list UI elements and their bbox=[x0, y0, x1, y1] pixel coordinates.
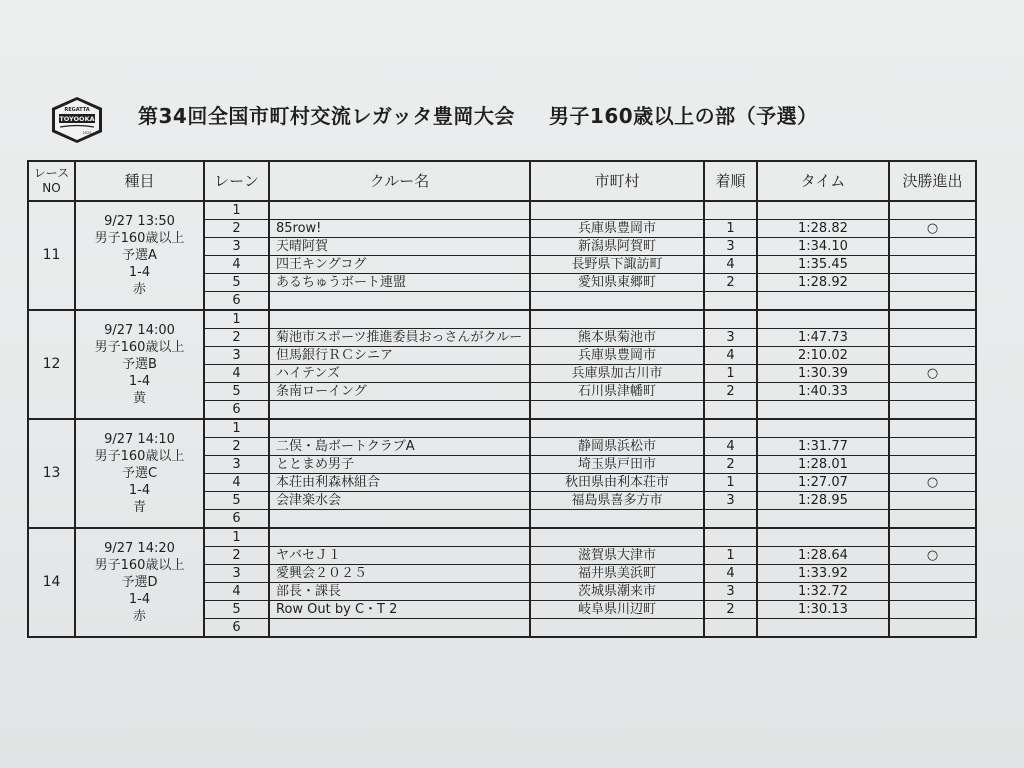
header-final: 決勝進出 bbox=[889, 161, 976, 201]
final-advance bbox=[889, 565, 976, 583]
crew-name: あるちゅうボート連盟 bbox=[269, 274, 530, 292]
final-advance bbox=[889, 583, 976, 601]
finish-place bbox=[704, 401, 757, 420]
municipality bbox=[530, 419, 704, 438]
crew-name bbox=[269, 201, 530, 220]
lane-number: 3 bbox=[204, 238, 269, 256]
municipality: 静岡県浜松市 bbox=[530, 438, 704, 456]
finish-time bbox=[757, 310, 889, 329]
lane-number: 1 bbox=[204, 419, 269, 438]
lane-row bbox=[28, 201, 976, 220]
finish-place: 2 bbox=[704, 601, 757, 619]
municipality bbox=[530, 310, 704, 329]
finish-time: 1:33.92 bbox=[757, 565, 889, 583]
lane-number: 2 bbox=[204, 547, 269, 565]
finish-time: 1:28.01 bbox=[757, 456, 889, 474]
crew-name: 本荘由利森林組合 bbox=[269, 474, 530, 492]
advance-mark: ○ bbox=[926, 475, 939, 490]
finish-place: 1 bbox=[704, 547, 757, 565]
crew-name: 85row! bbox=[269, 220, 530, 238]
final-advance bbox=[889, 601, 976, 619]
municipality: 岐阜県川辺町 bbox=[530, 601, 704, 619]
finish-time: 1:34.10 bbox=[757, 238, 889, 256]
race-time: 9/27 14:20 bbox=[104, 541, 175, 556]
regatta-logo bbox=[50, 96, 104, 144]
header-race-no: レースNO bbox=[28, 161, 75, 201]
crew-name: 部長・課長 bbox=[269, 583, 530, 601]
race-color: 青 bbox=[132, 500, 146, 515]
logo-line2: TOYOOKA bbox=[59, 115, 95, 123]
lane-number: 1 bbox=[204, 310, 269, 329]
municipality bbox=[530, 510, 704, 529]
results-table bbox=[27, 160, 977, 638]
race-heat: 予選A bbox=[122, 248, 157, 263]
final-advance bbox=[889, 365, 976, 383]
crew-name bbox=[269, 619, 530, 638]
document-title bbox=[138, 100, 818, 129]
municipality bbox=[530, 528, 704, 547]
lane-number: 4 bbox=[204, 365, 269, 383]
finish-place: 1 bbox=[704, 220, 757, 238]
municipality: 石川県津幡町 bbox=[530, 383, 704, 401]
final-advance bbox=[889, 274, 976, 292]
race-range: 1-4 bbox=[128, 592, 151, 607]
finish-time: 1:32.72 bbox=[757, 583, 889, 601]
finish-place: 2 bbox=[704, 383, 757, 401]
lane-number: 6 bbox=[204, 401, 269, 420]
finish-time: 1:31.77 bbox=[757, 438, 889, 456]
race-event-info bbox=[75, 528, 204, 637]
race-color: 黄 bbox=[132, 391, 146, 406]
municipality bbox=[530, 619, 704, 638]
finish-time: 1:47.73 bbox=[757, 329, 889, 347]
final-advance bbox=[889, 419, 976, 438]
race-number: 14 bbox=[28, 528, 75, 637]
final-advance bbox=[889, 292, 976, 311]
municipality bbox=[530, 292, 704, 311]
race-number: 12 bbox=[28, 310, 75, 419]
crew-name bbox=[269, 310, 530, 329]
crew-name: ヤバセＪ１ bbox=[269, 547, 530, 565]
finish-place bbox=[704, 510, 757, 529]
finish-time: 1:35.45 bbox=[757, 256, 889, 274]
race-category: 男子160歳以上 bbox=[94, 558, 185, 573]
header-row bbox=[28, 161, 976, 201]
municipality: 福島県喜多方市 bbox=[530, 492, 704, 510]
lane-number: 1 bbox=[204, 201, 269, 220]
division-title: 男子160歳以上の部（予選） bbox=[548, 104, 818, 128]
finish-place: 1 bbox=[704, 365, 757, 383]
municipality: 兵庫県豊岡市 bbox=[530, 347, 704, 365]
race-number: 11 bbox=[28, 201, 75, 310]
finish-place: 1 bbox=[704, 474, 757, 492]
header-city: 市町村 bbox=[530, 161, 704, 201]
crew-name: 菊池市スポーツ推進委員おっさんがクルー bbox=[269, 329, 530, 347]
finish-place: 4 bbox=[704, 438, 757, 456]
race-color: 赤 bbox=[132, 609, 146, 624]
header-crew: クルー名 bbox=[269, 161, 530, 201]
race-heat: 予選D bbox=[121, 575, 158, 590]
finish-time: 1:28.64 bbox=[757, 547, 889, 565]
finish-place bbox=[704, 419, 757, 438]
crew-name: ハイテンズ bbox=[269, 365, 530, 383]
final-advance bbox=[889, 401, 976, 420]
municipality bbox=[530, 201, 704, 220]
finish-place: 2 bbox=[704, 456, 757, 474]
lane-number: 4 bbox=[204, 583, 269, 601]
advance-mark: ○ bbox=[926, 366, 939, 381]
municipality: 熊本県菊池市 bbox=[530, 329, 704, 347]
race-category: 男子160歳以上 bbox=[94, 231, 185, 246]
final-advance bbox=[889, 383, 976, 401]
logo-line1: REGATTA bbox=[64, 107, 90, 113]
municipality: 愛知県東郷町 bbox=[530, 274, 704, 292]
race-heat: 予選B bbox=[122, 357, 157, 372]
finish-time: 1:30.39 bbox=[757, 365, 889, 383]
final-advance bbox=[889, 510, 976, 529]
finish-place: 3 bbox=[704, 238, 757, 256]
header-event: 種目 bbox=[75, 161, 204, 201]
crew-name: 四王キングコグ bbox=[269, 256, 530, 274]
lane-number: 3 bbox=[204, 565, 269, 583]
finish-place bbox=[704, 310, 757, 329]
finish-place bbox=[704, 292, 757, 311]
crew-name bbox=[269, 292, 530, 311]
race-heat: 予選C bbox=[121, 466, 158, 481]
lane-number: 4 bbox=[204, 474, 269, 492]
final-advance bbox=[889, 474, 976, 492]
lane-number: 5 bbox=[204, 274, 269, 292]
finish-time: 1:27.07 bbox=[757, 474, 889, 492]
race-range: 1-4 bbox=[128, 265, 151, 280]
race-category: 男子160歳以上 bbox=[94, 340, 185, 355]
crew-name bbox=[269, 528, 530, 547]
finish-place bbox=[704, 528, 757, 547]
tournament-title: 第34回全国市町村交流レガッタ豊岡大会 bbox=[138, 104, 515, 128]
lane-number: 3 bbox=[204, 456, 269, 474]
finish-time bbox=[757, 419, 889, 438]
lane-number: 6 bbox=[204, 510, 269, 529]
crew-name: 二俣・島ボートクラブA bbox=[269, 438, 530, 456]
results-body bbox=[28, 201, 976, 637]
crew-name bbox=[269, 510, 530, 529]
final-advance bbox=[889, 329, 976, 347]
finish-time bbox=[757, 292, 889, 311]
finish-time bbox=[757, 619, 889, 638]
race-event-info bbox=[75, 201, 204, 310]
municipality: 秋田県由利本荘市 bbox=[530, 474, 704, 492]
finish-place: 3 bbox=[704, 583, 757, 601]
final-advance bbox=[889, 619, 976, 638]
final-advance bbox=[889, 201, 976, 220]
municipality: 滋賀県大津市 bbox=[530, 547, 704, 565]
finish-time: 1:28.95 bbox=[757, 492, 889, 510]
final-advance bbox=[889, 528, 976, 547]
municipality: 兵庫県加古川市 bbox=[530, 365, 704, 383]
municipality bbox=[530, 401, 704, 420]
crew-name: 条南ローイング bbox=[269, 383, 530, 401]
race-number: 13 bbox=[28, 419, 75, 528]
lane-number: 6 bbox=[204, 619, 269, 638]
lane-number: 4 bbox=[204, 256, 269, 274]
header-place: 着順 bbox=[704, 161, 757, 201]
crew-name: 愛興会２０２５ bbox=[269, 565, 530, 583]
finish-place bbox=[704, 619, 757, 638]
final-advance bbox=[889, 347, 976, 365]
municipality: 長野県下諏訪町 bbox=[530, 256, 704, 274]
race-time: 9/27 13:50 bbox=[104, 214, 175, 229]
lane-number: 1 bbox=[204, 528, 269, 547]
final-advance bbox=[889, 456, 976, 474]
final-advance bbox=[889, 492, 976, 510]
race-color: 赤 bbox=[132, 282, 146, 297]
finish-place bbox=[704, 201, 757, 220]
advance-mark: ○ bbox=[926, 548, 939, 563]
municipality: 兵庫県豊岡市 bbox=[530, 220, 704, 238]
finish-place: 3 bbox=[704, 329, 757, 347]
finish-place: 4 bbox=[704, 347, 757, 365]
logo-line3: 2025 bbox=[82, 131, 92, 135]
lane-number: 5 bbox=[204, 383, 269, 401]
lane-number: 3 bbox=[204, 347, 269, 365]
lane-row bbox=[28, 419, 976, 438]
finish-time bbox=[757, 510, 889, 529]
crew-name: Row Out by C・T 2 bbox=[269, 601, 530, 619]
municipality: 福井県美浜町 bbox=[530, 565, 704, 583]
header-time: タイム bbox=[757, 161, 889, 201]
lane-row bbox=[28, 528, 976, 547]
finish-time: 1:28.82 bbox=[757, 220, 889, 238]
crew-name: 天晴阿賀 bbox=[269, 238, 530, 256]
crew-name: 但馬銀行ＲＣシニア bbox=[269, 347, 530, 365]
finish-time: 1:30.13 bbox=[757, 601, 889, 619]
finish-time: 1:28.92 bbox=[757, 274, 889, 292]
finish-place: 2 bbox=[704, 274, 757, 292]
crew-name: 会津楽水会 bbox=[269, 492, 530, 510]
lane-row bbox=[28, 310, 976, 329]
race-time: 9/27 14:00 bbox=[104, 323, 175, 338]
lane-number: 5 bbox=[204, 601, 269, 619]
final-advance bbox=[889, 256, 976, 274]
finish-time bbox=[757, 201, 889, 220]
final-advance bbox=[889, 310, 976, 329]
finish-place: 4 bbox=[704, 256, 757, 274]
municipality: 茨城県潮来市 bbox=[530, 583, 704, 601]
municipality: 埼玉県戸田市 bbox=[530, 456, 704, 474]
race-event-info bbox=[75, 419, 204, 528]
finish-time: 2:10.02 bbox=[757, 347, 889, 365]
race-range: 1-4 bbox=[128, 483, 151, 498]
final-advance bbox=[889, 238, 976, 256]
race-category: 男子160歳以上 bbox=[94, 449, 185, 464]
crew-name: ととまめ男子 bbox=[269, 456, 530, 474]
lane-number: 6 bbox=[204, 292, 269, 311]
lane-number: 2 bbox=[204, 220, 269, 238]
final-advance bbox=[889, 438, 976, 456]
final-advance bbox=[889, 547, 976, 565]
final-advance bbox=[889, 220, 976, 238]
race-time: 9/27 14:10 bbox=[104, 432, 175, 447]
lane-number: 2 bbox=[204, 329, 269, 347]
lane-number: 5 bbox=[204, 492, 269, 510]
crew-name bbox=[269, 419, 530, 438]
finish-time: 1:40.33 bbox=[757, 383, 889, 401]
header-lane: レーン bbox=[204, 161, 269, 201]
race-range: 1-4 bbox=[128, 374, 151, 389]
finish-time bbox=[757, 528, 889, 547]
crew-name bbox=[269, 401, 530, 420]
finish-place: 3 bbox=[704, 492, 757, 510]
municipality: 新潟県阿賀町 bbox=[530, 238, 704, 256]
race-event-info bbox=[75, 310, 204, 419]
finish-time bbox=[757, 401, 889, 420]
finish-place: 4 bbox=[704, 565, 757, 583]
advance-mark: ○ bbox=[926, 221, 939, 236]
lane-number: 2 bbox=[204, 438, 269, 456]
